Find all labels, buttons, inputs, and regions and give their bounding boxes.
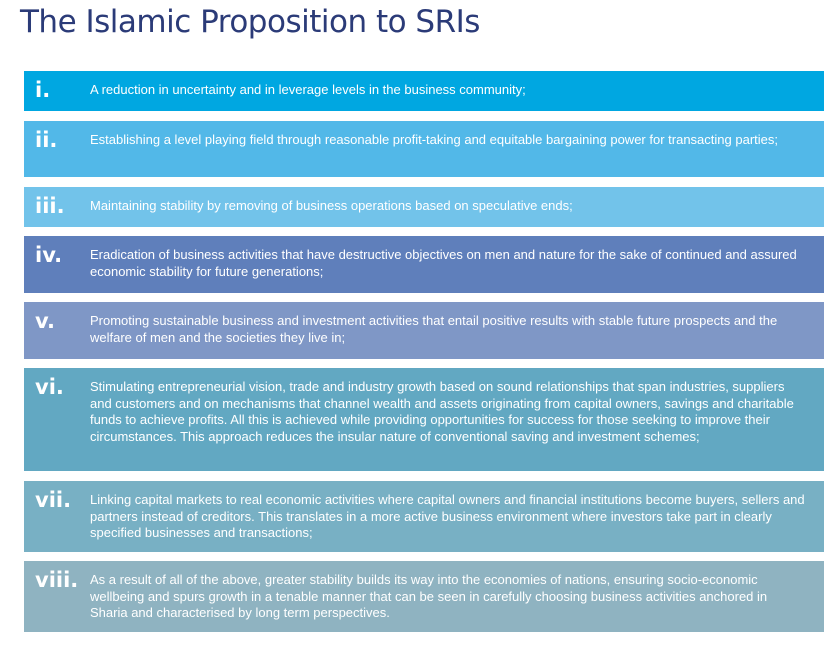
list-item-i <box>24 71 824 111</box>
item-text: Linking capital markets to real economic activities where capital owners and financial institutions become buyers, sellers and partners instead of creditors. This translates in a more active business environment where investors take part in clearly specified businesses and transactions; <box>90 492 805 540</box>
item-text: Maintaining stability by removing of business operations based on speculative ends; <box>90 198 573 213</box>
list-item-iii <box>24 187 824 227</box>
item-numeral: iii. <box>35 194 65 218</box>
item-text: A reduction in uncertainty and in leverage levels in the business community; <box>90 82 526 97</box>
item-numeral: viii. <box>35 568 79 592</box>
item-numeral: iv. <box>35 243 63 267</box>
list-item-vi <box>24 368 824 471</box>
item-numeral: vi. <box>35 375 64 399</box>
item-numeral: vii. <box>35 488 72 512</box>
item-numeral: i. <box>35 78 51 102</box>
item-numeral: ii. <box>35 128 58 152</box>
list-item-iv <box>24 236 824 293</box>
list-item-ii <box>24 121 824 177</box>
item-text: Establishing a level playing field through reasonable profit-taking and equitable bargaining power for transacting parties; <box>90 132 778 147</box>
item-text: Stimulating entrepreneurial vision, trade and industry growth based on sound relationships that span industries, suppliers and customers and on mechanisms that channel wealth and assets originating from capital owners, savings and charitable funds to achieve profits. All this is achieved while providing opportunities for success for those seeking to improve their circumstances. This approach reduces the insular nature of conventional saving and investment schemes; <box>90 379 794 444</box>
list-item-vii <box>24 481 824 552</box>
item-text: Eradication of business activities that have destructive objectives on men and nature for the sake of continued and assured economic stability for future generations; <box>90 247 797 279</box>
list-item-viii <box>24 561 824 632</box>
item-text: As a result of all of the above, greater stability builds its way into the economies of nations, ensuring socio-economic wellbeing and spurs growth in a tenable manner that can be seen in carefully choosing business activities anchored in Sharia and characterised by long term perspectives. <box>90 572 768 620</box>
item-text: Promoting sustainable business and investment activities that entail positive results with stable future prospects and the welfare of men and the societies they live in; <box>90 313 778 345</box>
item-numeral: v. <box>35 309 55 333</box>
page-title: The Islamic Proposition to SRIs <box>20 4 480 40</box>
list-item-v <box>24 302 824 359</box>
